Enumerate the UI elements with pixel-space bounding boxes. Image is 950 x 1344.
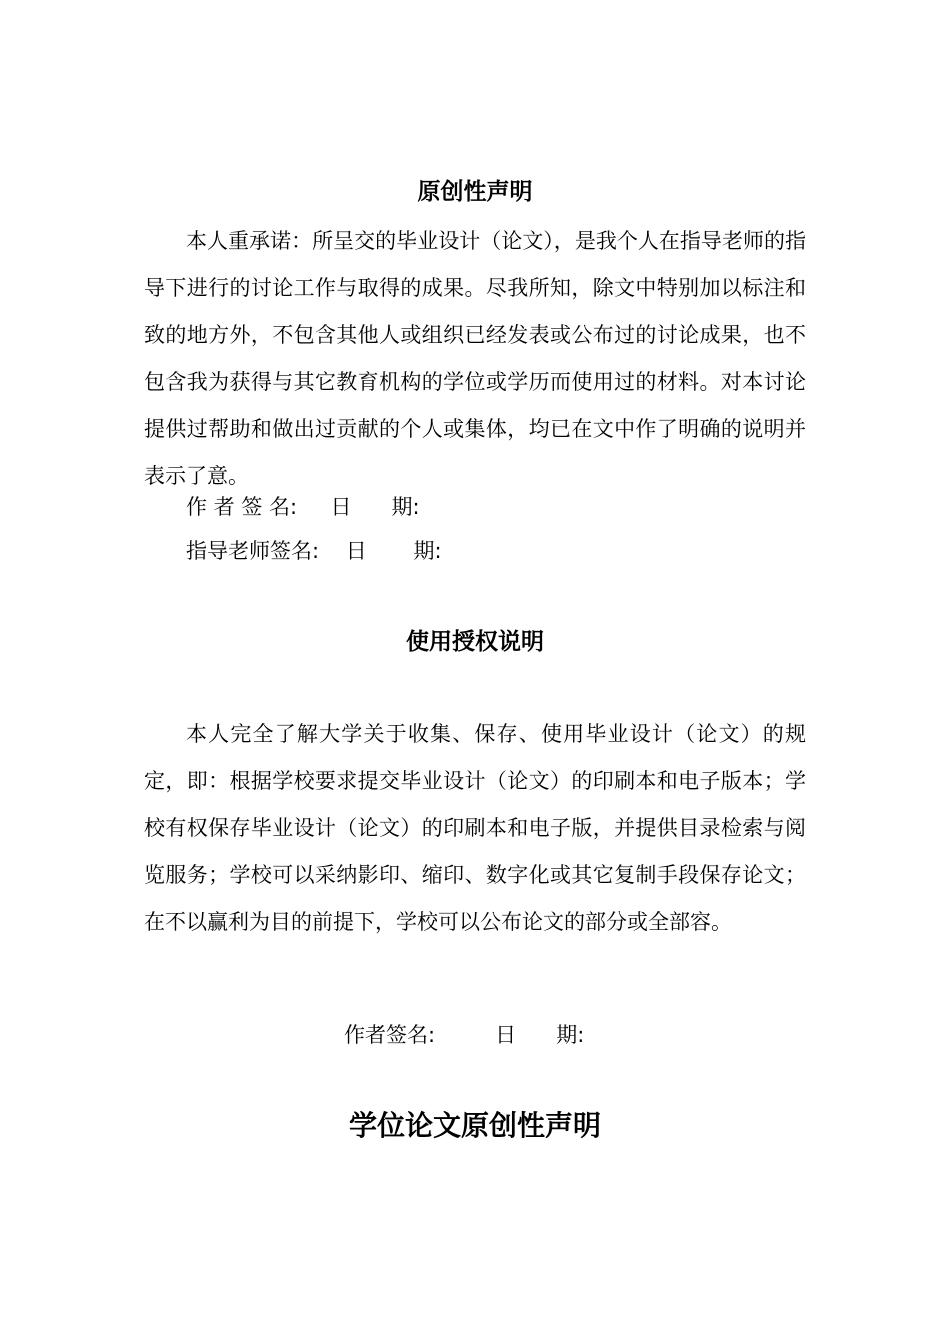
authorization-title: 使用授权说明 [406,629,544,655]
originality-title: 原创性声明 [417,179,533,205]
degree-originality-title: 学位论文原创性声明 [348,1109,601,1142]
authorization-paragraph: 本人完全了解大学关于收集、保存、使用毕业设计（论文）的规定，即：根据学校要求提交毕业设计（论文）的印刷本和电子版本；学校有权保存毕业设计（论文）的印刷本和电子版，并提供目录检索与阅览服务；学校可以采纳影印、缩印、数字化或其它复制手段保存论文；在不以赢利为目的前提下，学校可以公布论文的部分或全部容。 [144,722,806,934]
advisor-signature-line: 指导老师签名: 日 期: [186,539,442,563]
author-signature-line: 作 者 签 名: 日 期: [186,495,420,519]
authorization-signature-line: 作者签名: 日 期: [344,1023,585,1047]
originality-paragraph: 本人重承诺：所呈交的毕业设计（论文），是我个人在指导老师的指导下进行的讨论工作与取得的成果。尽我所知，除文中特别加以标注和致的地方外，不包含其他人或组织已经发表或公布过的讨论成果，也不包含我为获得与其它教育机构的学位或学历而使用过的材料。对本讨论提供过帮助和做出过贡献的个人或集体，均已在文中作了明确的说明并表示了意。 [144,229,806,488]
